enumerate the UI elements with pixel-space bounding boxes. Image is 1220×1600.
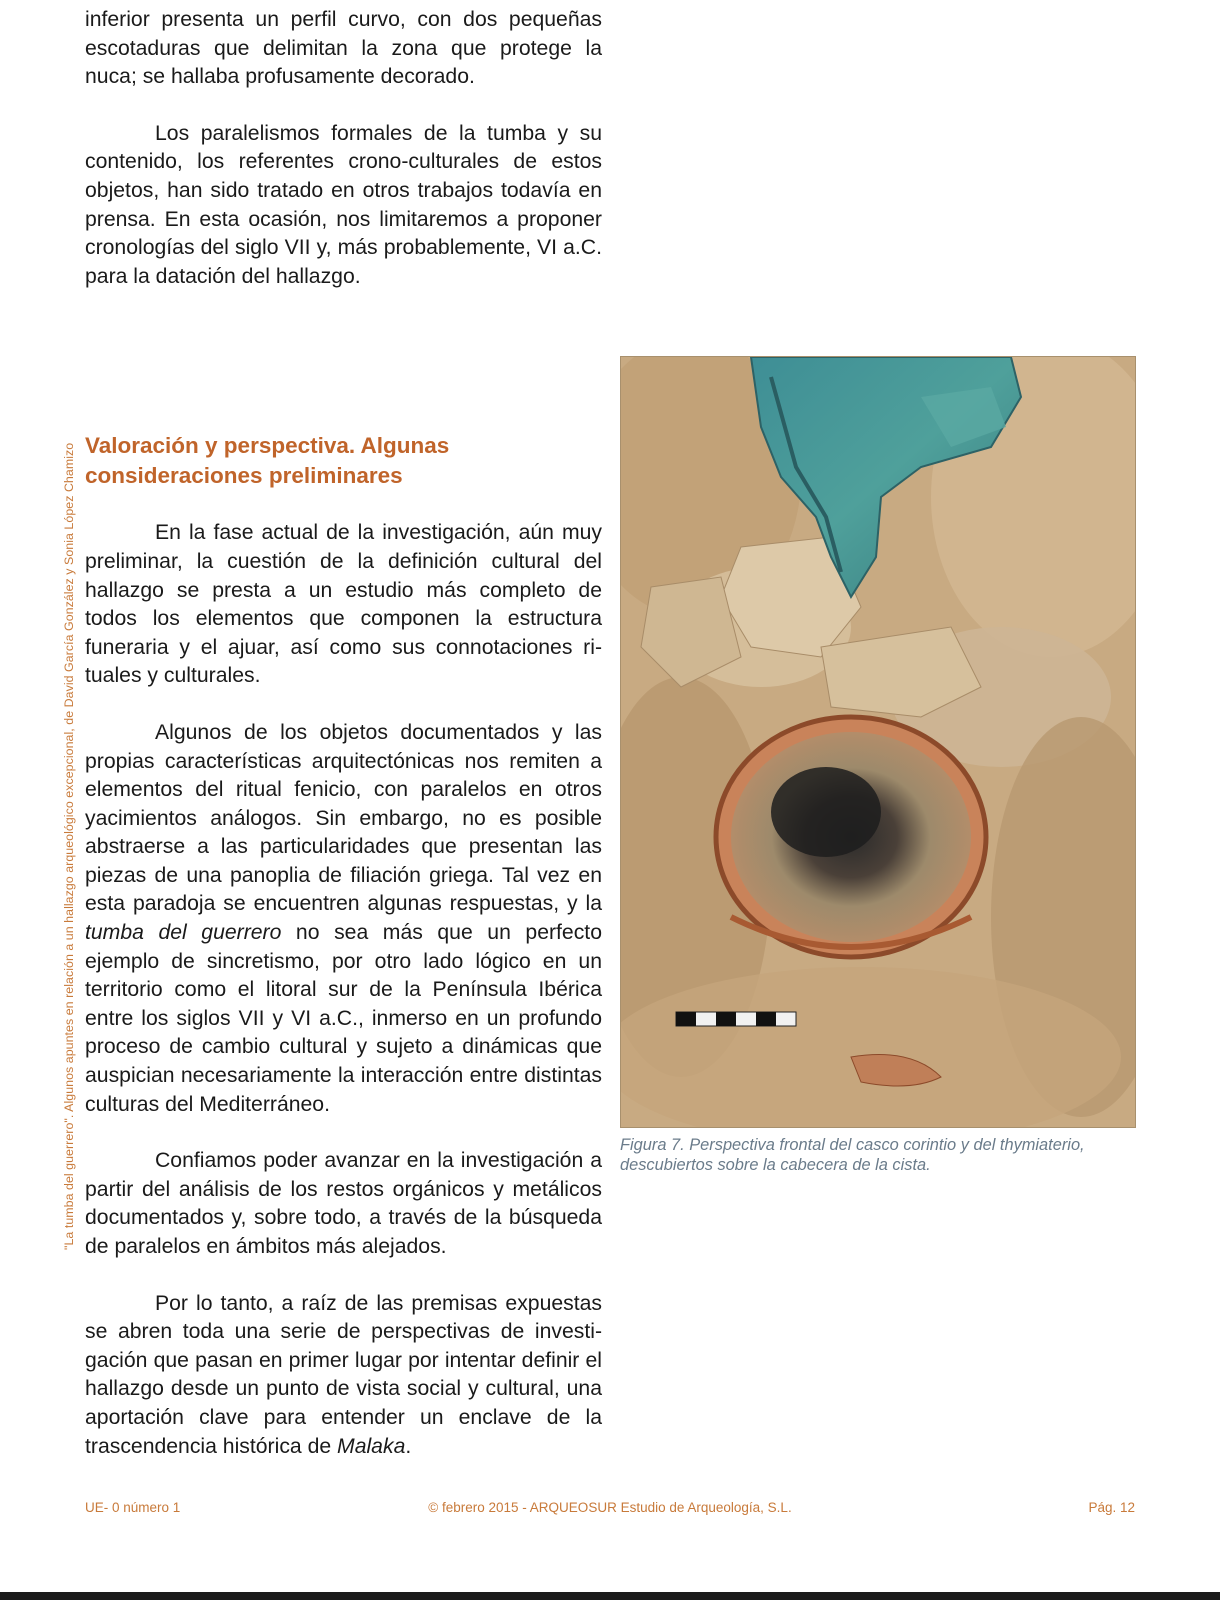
section-heading: Valoración y perspectiva. Algunas consideraciones preliminares [85, 433, 450, 489]
paragraph-1: inferior presenta un perfil curvo, con dos pequeñas escotaduras que delimitan la zona que protege la nuca; se hallaba profusamente decorado. [85, 8, 602, 89]
main-text-column [85, 6, 602, 1461]
excavation-photo [620, 356, 1136, 1128]
bottom-edge-bar [0, 1592, 1220, 1600]
paragraph-6-emphasis: Malaka [337, 1434, 406, 1458]
paragraph-2: Los paralelismos formales de la tumba y su contenido, los referentes crono-culturales de estos objetos, han sido tratado en otros trabajos todavía en prensa. En esta ocasión, nos limitaremos a proponer cronologías del siglo VII y, más probablemente, VI a.C. para la datación del hallazgo. [85, 121, 602, 288]
footer-issue: UE- 0 número 1 [85, 1500, 181, 1515]
footer-page-number: Pág. 12 [1088, 1500, 1135, 1515]
paragraph-4-text-b: no sea más que un perfecto ejemplo de sincretismo, por otro lado lógico en un territorio como el litoral sur de la Península Ibérica entre los siglos VII y VI a.C., inmerso en un profundo proceso de cambio cultural y sujeto a dinámicas que auspician necesariamente la interacción entre distintas culturas del Mediterráneo. [85, 921, 602, 1116]
paragraph-6 [85, 1290, 602, 1462]
paragraph-4-text-a: Algunos de los objetos documentados y las propias características arquitectónicas nos remiten a elementos del ritual fenicio, con paralelos en otros yacimientos análogos. Sin embargo, no es posible abstraerse a las particularidades que presentan las piezas de una panoplia de filiación griega. Tal vez en esta paradoja se encuentren algunas respuestas, y la [85, 720, 602, 916]
paragraph-6-text-b: . [405, 1434, 412, 1458]
paragraph-6-text-a: Por lo tanto, a raíz de las premisas expuestas se abren toda una serie de perspectivas de investigación que pasan en primer lugar por intentar definir el hallazgo desde un punto de vista social y cultural, una aportación clave para entender un enclave de la trascendencia histórica de [85, 1291, 602, 1458]
paragraph-4 [85, 719, 602, 1119]
paragraph-5: Confiamos poder avanzar en la investigación a partir del análisis de los restos orgánicos y metálicos documentados y, sobre todo, a través de la búsqueda de paralelos en ámbitos más alejados. [85, 1149, 602, 1258]
paragraph-3: En la fase actual de la investigación, aún muy preliminar, la cuestión de la definición cultural del hallazgo se presta a un estudio más completo de todos los elementos que componen la estructura funeraria y el ajuar, así como sus connotaciones rituales y culturales. [85, 521, 602, 688]
excavation-photo-illustration [621, 357, 1135, 1127]
figure-caption: Figura 7. Perspectiva frontal del casco corintio y del thymiaterio, descubiertos sobre la cabecera de la cista. [620, 1136, 1085, 1174]
page-footer [85, 1500, 1135, 1522]
footer-copyright: © febrero 2015 - ARQUEOSUR Estudio de Arqueología, S.L. [428, 1500, 792, 1515]
side-credit: "La tumba del guerrero". Algunos apuntes en relación a un hallazgo arqueológico excepcional, de David García González y Sonia López Chamizo [62, 442, 76, 1250]
paragraph-4-emphasis: tumba del guerrero [85, 921, 282, 945]
